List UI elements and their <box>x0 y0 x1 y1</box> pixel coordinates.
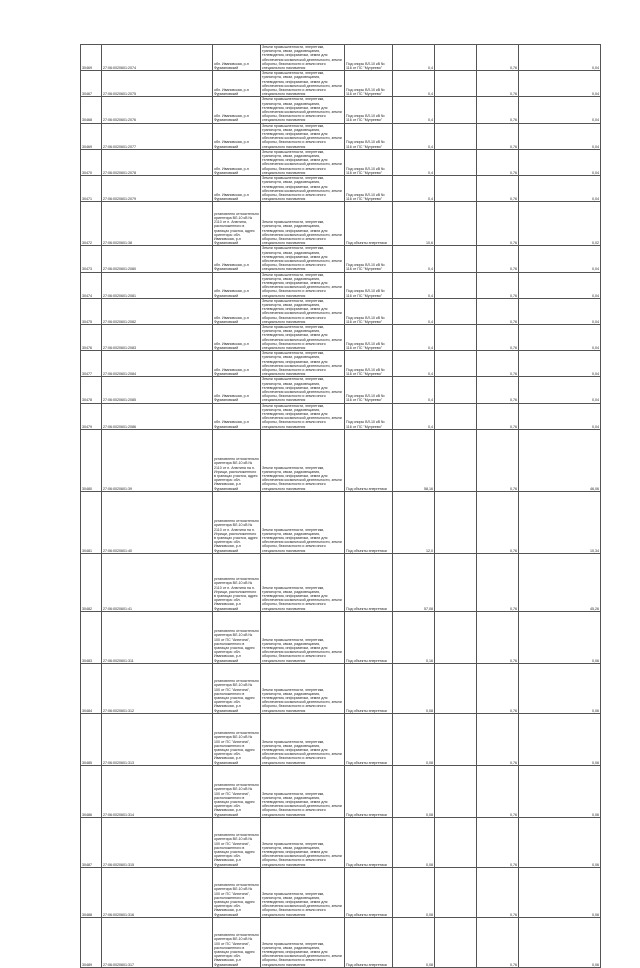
table-row <box>81 403 601 429</box>
permitted-use-cell: Под объекты энергетики <box>345 917 393 967</box>
permitted-use-cell: Под объекты энергетики <box>345 202 393 246</box>
amount-cell: 0,04 <box>519 149 601 175</box>
area-cell: 0,08 <box>393 867 435 917</box>
permitted-use-cell: Под опоры ВЛ-10 кВ № 116 от ПС "Мугреево" <box>345 45 393 71</box>
rate-cell: 0,76 <box>477 611 519 663</box>
rate-cell: 0,76 <box>477 149 519 175</box>
table-row <box>81 491 601 553</box>
row-number-cell: 30469 <box>81 45 102 71</box>
land-category-cell: Земли промышленности, энергетики, транспорта, связи, радиовещания, телевидения, информатики, земли для обеспечения космической деятельности, земли обороны, безопасности и земли иного специального назначения <box>261 272 345 298</box>
area-cell: 0,4 <box>393 298 435 324</box>
empty-cell <box>435 663 477 713</box>
permitted-use-cell: Под объекты энергетики <box>345 765 393 817</box>
rate-cell: 0,76 <box>477 202 519 246</box>
cadastral-number-cell: 27:06:0020601:315 <box>102 817 213 867</box>
amount-cell: 0,04 <box>519 246 601 272</box>
permitted-use-cell: Под опоры ВЛ-10 кВ № 116 от ПС "Мугреево" <box>345 123 393 149</box>
permitted-use-cell: Под опоры ВЛ-10 кВ № 116 от ПС "Мугреево" <box>345 298 393 324</box>
cadastral-number-cell: 27:06:0020601:2082 <box>102 298 213 324</box>
address-cell: установлено относительно ориентира ВЛ-10 кВ № 2110 от п. Анютина на п. Игрищи, расположенного в границах участка, адрес ориентира: обл. Ивановская, р-н Фурмановский <box>213 429 261 491</box>
empty-cell <box>435 324 477 350</box>
table-row <box>81 71 601 97</box>
row-number-cell: 30480 <box>81 429 102 491</box>
land-category-cell: Земли промышленности, энергетики, транспорта, связи, радиовещания, телевидения, информатики, земли для обеспечения космической деятельности, земли обороны, безопасности и земли иного специального назначения <box>261 611 345 663</box>
empty-cell <box>435 272 477 298</box>
land-category-cell: Земли промышленности, энергетики, транспорта, связи, радиовещания, телевидения, информатики, земли для обеспечения космической деятельности, земли обороны, безопасности и земли иного специального назначения <box>261 202 345 246</box>
table-body <box>81 45 601 968</box>
row-number-cell: 30474 <box>81 272 102 298</box>
area-cell: 0,4 <box>393 351 435 377</box>
rate-cell: 0,76 <box>477 45 519 71</box>
row-number-cell: 30486 <box>81 765 102 817</box>
permitted-use-cell: Под опоры ВЛ-10 кВ № 116 от ПС "Мугреево" <box>345 377 393 403</box>
amount-cell: 0,06 <box>519 817 601 867</box>
permitted-use-cell: Под объекты энергетики <box>345 867 393 917</box>
amount-cell: 0,04 <box>519 298 601 324</box>
table-row <box>81 324 601 350</box>
cadastral-number-cell: 27:06:0020601:316 <box>102 867 213 917</box>
cadastral-number-cell: 27:06:0020601:312 <box>102 663 213 713</box>
row-number-cell: 30488 <box>81 867 102 917</box>
rate-cell: 0,76 <box>477 272 519 298</box>
area-cell: 10,6 <box>393 202 435 246</box>
permitted-use-cell: Под опоры ВЛ-10 кВ № 116 от ПС "Мугреево" <box>345 351 393 377</box>
area-cell: 0,4 <box>393 272 435 298</box>
table-row <box>81 713 601 765</box>
address-cell: установлено относительно ориентира ВЛ-10 кВ № 100 от ПС "Анютина", расположенного в границах участка, адрес ориентира: обл. Ивановская, р-н Фурмановский <box>213 917 261 967</box>
empty-cell <box>435 123 477 149</box>
table-row <box>81 351 601 377</box>
land-category-cell: Земли промышленности, энергетики, транспорта, связи, радиовещания, телевидения, информатики, земли для обеспечения космической деятельности, земли обороны, безопасности и земли иного специального назначения <box>261 324 345 350</box>
cadastral-number-cell: 27:06:0020601:2086 <box>102 403 213 429</box>
land-category-cell: Земли промышленности, энергетики, транспорта, связи, радиовещания, телевидения, информатики, земли для обеспечения космической деятельности, земли обороны, безопасности и земли иного специального назначения <box>261 765 345 817</box>
amount-cell: 0,06 <box>519 867 601 917</box>
row-number-cell: 30479 <box>81 403 102 429</box>
empty-cell <box>435 202 477 246</box>
rate-cell: 0,76 <box>477 298 519 324</box>
cadastral-number-cell: 27:06:0020601:41 <box>102 553 213 611</box>
permitted-use-cell: Под опоры ВЛ-10 кВ № 116 от ПС "Мугреево" <box>345 272 393 298</box>
cadastral-number-cell: 27:06:0020601:2084 <box>102 351 213 377</box>
address-cell: установлено относительно ориентира ВЛ-10 кВ № 2110 от п. Анютина на п. Игрищи, расположенного в границах участка, адрес ориентира: обл. Ивановская, р-н Фурмановский <box>213 553 261 611</box>
amount-cell: 45,26 <box>519 553 601 611</box>
address-cell: установлено относительно ориентира ВЛ-10 кВ № 2110 от п. Анютина на п. Игрищи, расположенного в границах участка, адрес ориентира: обл. Ивановская, р-н Фурмановский <box>213 491 261 553</box>
row-number-cell: 30478 <box>81 377 102 403</box>
row-number-cell: 30469 <box>81 123 102 149</box>
rate-cell: 0,76 <box>477 663 519 713</box>
address-cell: установлено относительно ориентира ВЛ-10 кВ № 100 от ПС "Анютина", расположенного в границах участка, адрес ориентира: обл. Ивановская, р-н Фурмановский <box>213 817 261 867</box>
empty-cell <box>435 246 477 272</box>
row-number-cell: 30481 <box>81 491 102 553</box>
land-category-cell: Земли промышленности, энергетики, транспорта, связи, радиовещания, телевидения, информатики, земли для обеспечения космической деятельности, земли обороны, безопасности и земли иного специального назначения <box>261 45 345 71</box>
area-cell: 0,4 <box>393 71 435 97</box>
table-row <box>81 298 601 324</box>
table-row <box>81 123 601 149</box>
amount-cell: 0,04 <box>519 403 601 429</box>
table-row <box>81 272 601 298</box>
amount-cell: 10,34 <box>519 491 601 553</box>
table-row <box>81 817 601 867</box>
address-cell: установлено относительно ориентира ВЛ-10 кВ № 100 от ПС "Анютина", расположенного в границах участка, адрес ориентира: обл. Ивановская, р-н Фурмановский <box>213 713 261 765</box>
area-cell: 0,16 <box>393 611 435 663</box>
empty-cell <box>435 867 477 917</box>
cadastral-number-cell: 27:06:0020601:2078 <box>102 149 213 175</box>
area-cell: 0,4 <box>393 377 435 403</box>
permitted-use-cell: Под опоры ВЛ-10 кВ № 116 от ПС "Мугреево" <box>345 149 393 175</box>
cadastral-number-cell: 27:06:0020601:40 <box>102 491 213 553</box>
cadastral-number-cell: 27:06:0020601:2081 <box>102 272 213 298</box>
rate-cell: 0,76 <box>477 917 519 967</box>
address-cell: установлено относительно ориентира ВЛ-10 кВ № 100 от ПС "Анютина", расположенного в границах участка, адрес ориентира: обл. Ивановская, р-н Фурмановский <box>213 765 261 817</box>
permitted-use-cell: Под опоры ВЛ-10 кВ № 116 от ПС "Мугреево" <box>345 324 393 350</box>
land-category-cell: Земли промышленности, энергетики, транспорта, связи, радиовещания, телевидения, информатики, земли для обеспечения космической деятельности, земли обороны, безопасности и земли иного специального назначения <box>261 377 345 403</box>
area-cell: 0,4 <box>393 403 435 429</box>
table-row <box>81 429 601 491</box>
rate-cell: 0,76 <box>477 351 519 377</box>
rate-cell: 0,76 <box>477 71 519 97</box>
land-plot-register-table <box>80 44 601 968</box>
empty-cell <box>435 765 477 817</box>
cadastral-number-cell: 27:06:0020601:317 <box>102 917 213 967</box>
land-category-cell: Земли промышленности, энергетики, транспорта, связи, радиовещания, телевидения, информатики, земли для обеспечения космической деятельности, земли обороны, безопасности и земли иного специального назначения <box>261 123 345 149</box>
empty-cell <box>435 351 477 377</box>
empty-cell <box>435 403 477 429</box>
address-cell: обл. Ивановская, р-н Фурмановский <box>213 176 261 202</box>
table-row <box>81 149 601 175</box>
area-cell: 0,4 <box>393 176 435 202</box>
area-cell: 0,4 <box>393 149 435 175</box>
amount-cell: 0,04 <box>519 377 601 403</box>
area-cell: 0,4 <box>393 97 435 123</box>
land-category-cell: Земли промышленности, энергетики, транспорта, связи, радиовещания, телевидения, информатики, земли для обеспечения космической деятельности, земли обороны, безопасности и земли иного специального назначения <box>261 917 345 967</box>
rate-cell: 0,76 <box>477 324 519 350</box>
cadastral-number-cell: 27:06:0020601:2076 <box>102 97 213 123</box>
empty-cell <box>435 298 477 324</box>
row-number-cell: 30472 <box>81 202 102 246</box>
permitted-use-cell: Под объекты энергетики <box>345 663 393 713</box>
permitted-use-cell: Под объекты энергетики <box>345 429 393 491</box>
amount-cell: 0,06 <box>519 611 601 663</box>
land-category-cell: Земли промышленности, энергетики, транспорта, связи, радиовещания, телевидения, информатики, земли для обеспечения космической деятельности, земли обороны, безопасности и земли иного специального назначения <box>261 149 345 175</box>
amount-cell: 0,04 <box>519 71 601 97</box>
cadastral-number-cell: 27:06:0020601:2080 <box>102 246 213 272</box>
cadastral-number-cell: 27:06:0020601:39 <box>102 429 213 491</box>
amount-cell: 0,06 <box>519 663 601 713</box>
cadastral-number-cell: 27:06:0020601:2083 <box>102 324 213 350</box>
row-number-cell: 30471 <box>81 176 102 202</box>
area-cell: 0,4 <box>393 324 435 350</box>
land-category-cell: Земли промышленности, энергетики, транспорта, связи, радиовещания, телевидения, информатики, земли для обеспечения космической деятельности, земли обороны, безопасности и земли иного специального назначения <box>261 817 345 867</box>
cadastral-number-cell: 27:06:0020601:2074 <box>102 45 213 71</box>
amount-cell: 0,04 <box>519 324 601 350</box>
rate-cell: 0,76 <box>477 246 519 272</box>
row-number-cell: 30477 <box>81 351 102 377</box>
address-cell: установлено относительно ориентира ВЛ-10 кВ № 100 от ПС "Анютина", расположенного в границах участка, адрес ориентира: обл. Ивановская, р-н Фурмановский <box>213 611 261 663</box>
address-cell: обл. Ивановская, р-н Фурмановский <box>213 123 261 149</box>
address-cell: обл. Ивановская, р-н Фурмановский <box>213 272 261 298</box>
address-cell: установлено относительно ориентира ВЛ-10 кВ № 100 от ПС "Анютина", расположенного в границах участка, адрес ориентира: обл. Ивановская, р-н Фурмановский <box>213 663 261 713</box>
address-cell: обл. Ивановская, р-н Фурмановский <box>213 149 261 175</box>
permitted-use-cell: Под объекты энергетики <box>345 713 393 765</box>
address-cell: обл. Ивановская, р-н Фурмановский <box>213 377 261 403</box>
rate-cell: 0,76 <box>477 123 519 149</box>
rate-cell: 0,76 <box>477 765 519 817</box>
land-category-cell: Земли промышленности, энергетики, транспорта, связи, радиовещания, телевидения, информатики, земли для обеспечения космической деятельности, земли обороны, безопасности и земли иного специального назначения <box>261 97 345 123</box>
row-number-cell: 30484 <box>81 663 102 713</box>
empty-cell <box>435 611 477 663</box>
land-category-cell: Земли промышленности, энергетики, транспорта, связи, радиовещания, телевидения, информатики, земли для обеспечения космической деятельности, земли обороны, безопасности и земли иного специального назначения <box>261 176 345 202</box>
area-cell: 0,08 <box>393 817 435 867</box>
land-category-cell: Земли промышленности, энергетики, транспорта, связи, радиовещания, телевидения, информатики, земли для обеспечения космической деятельности, земли обороны, безопасности и земли иного специального назначения <box>261 71 345 97</box>
cadastral-number-cell: 27:06:0020601:314 <box>102 765 213 817</box>
table-row <box>81 176 601 202</box>
address-cell: обл. Ивановская, р-н Фурмановский <box>213 246 261 272</box>
permitted-use-cell: Под опоры ВЛ-10 кВ № 116 от ПС "Мугреево" <box>345 403 393 429</box>
permitted-use-cell: Под объекты энергетики <box>345 817 393 867</box>
row-number-cell: 30470 <box>81 149 102 175</box>
cadastral-number-cell: 27:06:0020601:313 <box>102 713 213 765</box>
row-number-cell: 30475 <box>81 298 102 324</box>
rate-cell: 0,76 <box>477 403 519 429</box>
address-cell: обл. Ивановская, р-н Фурмановский <box>213 403 261 429</box>
permitted-use-cell: Под объекты энергетики <box>345 553 393 611</box>
amount-cell: 0,06 <box>519 917 601 967</box>
address-cell: установлено относительно ориентира ВЛ-10 кВ № 2110 от п. Анютина, расположенного в границах участка, адрес ориентира: обл. Ивановская, р-н Фурмановский <box>213 202 261 246</box>
land-category-cell: Земли промышленности, энергетики, транспорта, связи, радиовещания, телевидения, информатики, земли для обеспечения космической деятельности, земли обороны, безопасности и земли иного специального назначения <box>261 491 345 553</box>
table-row <box>81 663 601 713</box>
table-row <box>81 917 601 967</box>
rate-cell: 0,76 <box>477 97 519 123</box>
area-cell: 0,4 <box>393 246 435 272</box>
row-number-cell: 30473 <box>81 246 102 272</box>
amount-cell: 0,04 <box>519 123 601 149</box>
empty-cell <box>435 377 477 403</box>
amount-cell: 0,02 <box>519 202 601 246</box>
amount-cell: 0,04 <box>519 176 601 202</box>
empty-cell <box>435 713 477 765</box>
rate-cell: 0,76 <box>477 817 519 867</box>
address-cell: обл. Ивановская, р-н Фурмановский <box>213 351 261 377</box>
area-cell: 57,08 <box>393 553 435 611</box>
table-row <box>81 611 601 663</box>
rate-cell: 0,76 <box>477 377 519 403</box>
area-cell: 0,08 <box>393 663 435 713</box>
permitted-use-cell: Под объекты энергетики <box>345 611 393 663</box>
land-category-cell: Земли промышленности, энергетики, транспорта, связи, радиовещания, телевидения, информатики, земли для обеспечения космической деятельности, земли обороны, безопасности и земли иного специального назначения <box>261 663 345 713</box>
empty-cell <box>435 917 477 967</box>
empty-cell <box>435 491 477 553</box>
land-category-cell: Земли промышленности, энергетики, транспорта, связи, радиовещания, телевидения, информатики, земли для обеспечения космической деятельности, земли обороны, безопасности и земли иного специального назначения <box>261 403 345 429</box>
address-cell: обл. Ивановская, р-н Фурмановский <box>213 324 261 350</box>
permitted-use-cell: Под опоры ВЛ-10 кВ № 116 от ПС "Мугреево" <box>345 97 393 123</box>
row-number-cell: 30482 <box>81 553 102 611</box>
amount-cell: 0,06 <box>519 765 601 817</box>
permitted-use-cell: Под опоры ВЛ-10 кВ № 116 от ПС "Мугреево" <box>345 71 393 97</box>
amount-cell: 0,04 <box>519 97 601 123</box>
area-cell: 0,4 <box>393 45 435 71</box>
address-cell: обл. Ивановская, р-н Фурмановский <box>213 71 261 97</box>
row-number-cell: 30489 <box>81 917 102 967</box>
cadastral-number-cell: 27:06:0020601:311 <box>102 611 213 663</box>
permitted-use-cell: Под опоры ВЛ-10 кВ № 116 от ПС "Мугреево" <box>345 246 393 272</box>
empty-cell <box>435 553 477 611</box>
table-row <box>81 553 601 611</box>
permitted-use-cell: Под объекты энергетики <box>345 491 393 553</box>
table-row <box>81 765 601 817</box>
rate-cell: 0,76 <box>477 491 519 553</box>
table-row <box>81 246 601 272</box>
amount-cell: 0,04 <box>519 45 601 71</box>
table-row <box>81 45 601 71</box>
amount-cell: 0,06 <box>519 713 601 765</box>
rate-cell: 0,76 <box>477 867 519 917</box>
land-category-cell: Земли промышленности, энергетики, транспорта, связи, радиовещания, телевидения, информатики, земли для обеспечения космической деятельности, земли обороны, безопасности и земли иного специального назначения <box>261 867 345 917</box>
row-number-cell: 30476 <box>81 324 102 350</box>
rate-cell: 0,76 <box>477 713 519 765</box>
table-row <box>81 202 601 246</box>
row-number-cell: 30485 <box>81 713 102 765</box>
row-number-cell: 30467 <box>81 71 102 97</box>
area-cell: 0,08 <box>393 917 435 967</box>
permitted-use-cell: Под опоры ВЛ-10 кВ № 116 от ПС "Мугреево" <box>345 176 393 202</box>
area-cell: 12,0 <box>393 491 435 553</box>
empty-cell <box>435 45 477 71</box>
row-number-cell: 30483 <box>81 611 102 663</box>
rate-cell: 0,76 <box>477 176 519 202</box>
address-cell: обл. Ивановская, р-н Фурмановский <box>213 97 261 123</box>
empty-cell <box>435 149 477 175</box>
land-category-cell: Земли промышленности, энергетики, транспорта, связи, радиовещания, телевидения, информатики, земли для обеспечения космической деятельности, земли обороны, безопасности и земли иного специального назначения <box>261 298 345 324</box>
amount-cell: 0,04 <box>519 272 601 298</box>
land-category-cell: Земли промышленности, энергетики, транспорта, связи, радиовещания, телевидения, информатики, земли для обеспечения космической деятельности, земли обороны, безопасности и земли иного специального назначения <box>261 246 345 272</box>
empty-cell <box>435 817 477 867</box>
empty-cell <box>435 71 477 97</box>
empty-cell <box>435 97 477 123</box>
empty-cell <box>435 429 477 491</box>
rate-cell: 0,76 <box>477 553 519 611</box>
amount-cell: 46,06 <box>519 429 601 491</box>
address-cell: обл. Ивановская, р-н Фурмановский <box>213 45 261 71</box>
land-category-cell: Земли промышленности, энергетики, транспорта, связи, радиовещания, телевидения, информатики, земли для обеспечения космической деятельности, земли обороны, безопасности и земли иного специального назначения <box>261 429 345 491</box>
land-category-cell: Земли промышленности, энергетики, транспорта, связи, радиовещания, телевидения, информатики, земли для обеспечения космической деятельности, земли обороны, безопасности и земли иного специального назначения <box>261 553 345 611</box>
area-cell: 0,08 <box>393 713 435 765</box>
table-row <box>81 97 601 123</box>
area-cell: 0,08 <box>393 765 435 817</box>
table-row <box>81 867 601 917</box>
cadastral-number-cell: 27:06:0020601:2077 <box>102 123 213 149</box>
empty-cell <box>435 176 477 202</box>
cadastral-number-cell: 27:06:0020601:2085 <box>102 377 213 403</box>
cadastral-number-cell: 27:06:0020601:38 <box>102 202 213 246</box>
area-cell: 0,4 <box>393 123 435 149</box>
amount-cell: 0,04 <box>519 351 601 377</box>
land-category-cell: Земли промышленности, энергетики, транспорта, связи, радиовещания, телевидения, информатики, земли для обеспечения космической деятельности, земли обороны, безопасности и земли иного специального назначения <box>261 351 345 377</box>
row-number-cell: 30468 <box>81 97 102 123</box>
address-cell: установлено относительно ориентира ВЛ-10 кВ № 100 от ПС "Анютина", расположенного в границах участка, адрес ориентира: обл. Ивановская, р-н Фурмановский <box>213 867 261 917</box>
row-number-cell: 30487 <box>81 817 102 867</box>
cadastral-number-cell: 27:06:0020601:2075 <box>102 71 213 97</box>
land-category-cell: Земли промышленности, энергетики, транспорта, связи, радиовещания, телевидения, информатики, земли для обеспечения космической деятельности, земли обороны, безопасности и земли иного специального назначения <box>261 713 345 765</box>
area-cell: 58,16 <box>393 429 435 491</box>
rate-cell: 0,76 <box>477 429 519 491</box>
address-cell: обл. Ивановская, р-н Фурмановский <box>213 298 261 324</box>
cadastral-number-cell: 27:06:0020601:2079 <box>102 176 213 202</box>
table-row <box>81 377 601 403</box>
